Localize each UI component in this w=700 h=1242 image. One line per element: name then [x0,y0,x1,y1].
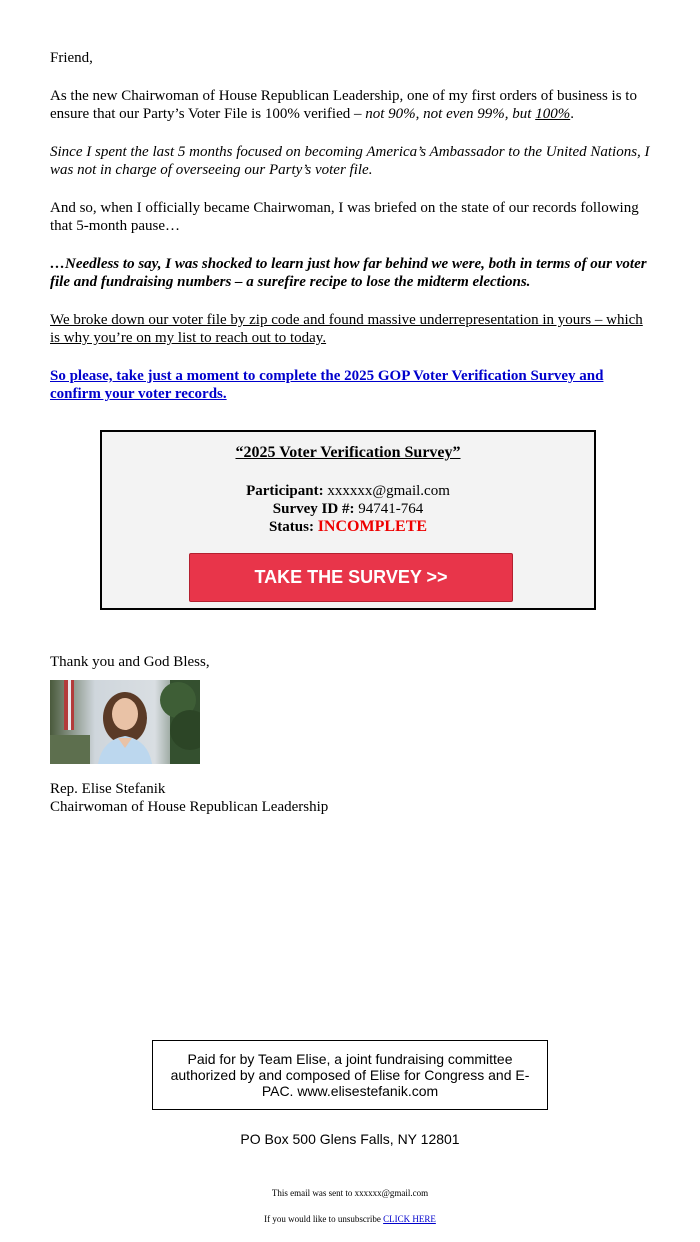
unsubscribe-text: If you would like to unsubscribe [264,1214,384,1224]
greeting: Friend, [50,50,93,66]
intro-end: . [570,106,574,122]
intro-emphasis: 100% [535,106,571,122]
participant-value: xxxxxx@gmail.com [327,483,450,499]
portrait-image [50,680,200,764]
status-label: Status: [268,519,314,535]
paragraph-ambassador: Since I spent the last 5 months focused on becoming America’s Ambassador to the United Nations, I was not in charge of overseeing our Party’s voter file. [50,144,650,178]
participant-label: Participant: [246,483,324,499]
signature-photo [50,680,200,764]
mailing-address: PO Box 500 Glens Falls, NY 12801 [240,1131,460,1147]
paid-for-disclaimer: Paid for by Team Elise, a joint fundraising committee authorized by and composed of Elise for Congress and E-PAC. www.elisestefanik.com [152,1040,548,1110]
participant-row [102,482,594,500]
unsubscribe-notice [0,1214,700,1224]
survey-id-row [102,500,594,518]
take-survey-button[interactable]: TAKE THE SURVEY >> [189,553,513,602]
survey-link[interactable]: So please, take just a moment to complete the 2025 GOP Voter Verification Survey and confirm your voter records. [50,368,604,402]
status-badge: INCOMPLETE [317,518,428,535]
paragraph-briefed: And so, when I officially became Chairwoman, I was briefed on the state of our records following that 5-month pause… [50,200,639,234]
survey-id-value: 94741-764 [358,501,424,517]
paragraph-shocked: …Needless to say, I was shocked to learn just how far behind we were, both in terms of our voter file and fundraising numbers – a surefire recipe to lose the midterm elections. [50,256,647,290]
paragraph-intro [50,87,655,123]
survey-title: “2025 Voter Verification Survey” [235,444,461,461]
signature-name: Rep. Elise Stefanik [50,781,166,797]
signature-title: Chairwoman of House Republican Leadership [50,799,329,815]
intro-italic: not 90%, not even 99%, but [365,106,536,122]
intro-text: As the new Chairwoman of House Republican Leadership, one of my first orders of business is to ensure that our Party’s Voter File is 100% verified – [50,88,637,122]
sent-to-notice: This email was sent to xxxxxx@gmail.com [271,1188,429,1198]
status-row [102,518,594,536]
survey-card [100,430,596,610]
unsubscribe-link[interactable]: CLICK HERE [383,1214,436,1224]
paragraph-zipcode: We broke down our voter file by zip code and found massive underrepresentation in yours – which is why you’re on my list to reach out to today. [50,312,643,346]
survey-id-label: Survey ID #: [272,501,355,517]
closing: Thank you and God Bless, [50,654,210,670]
cta-paragraph [50,367,655,403]
